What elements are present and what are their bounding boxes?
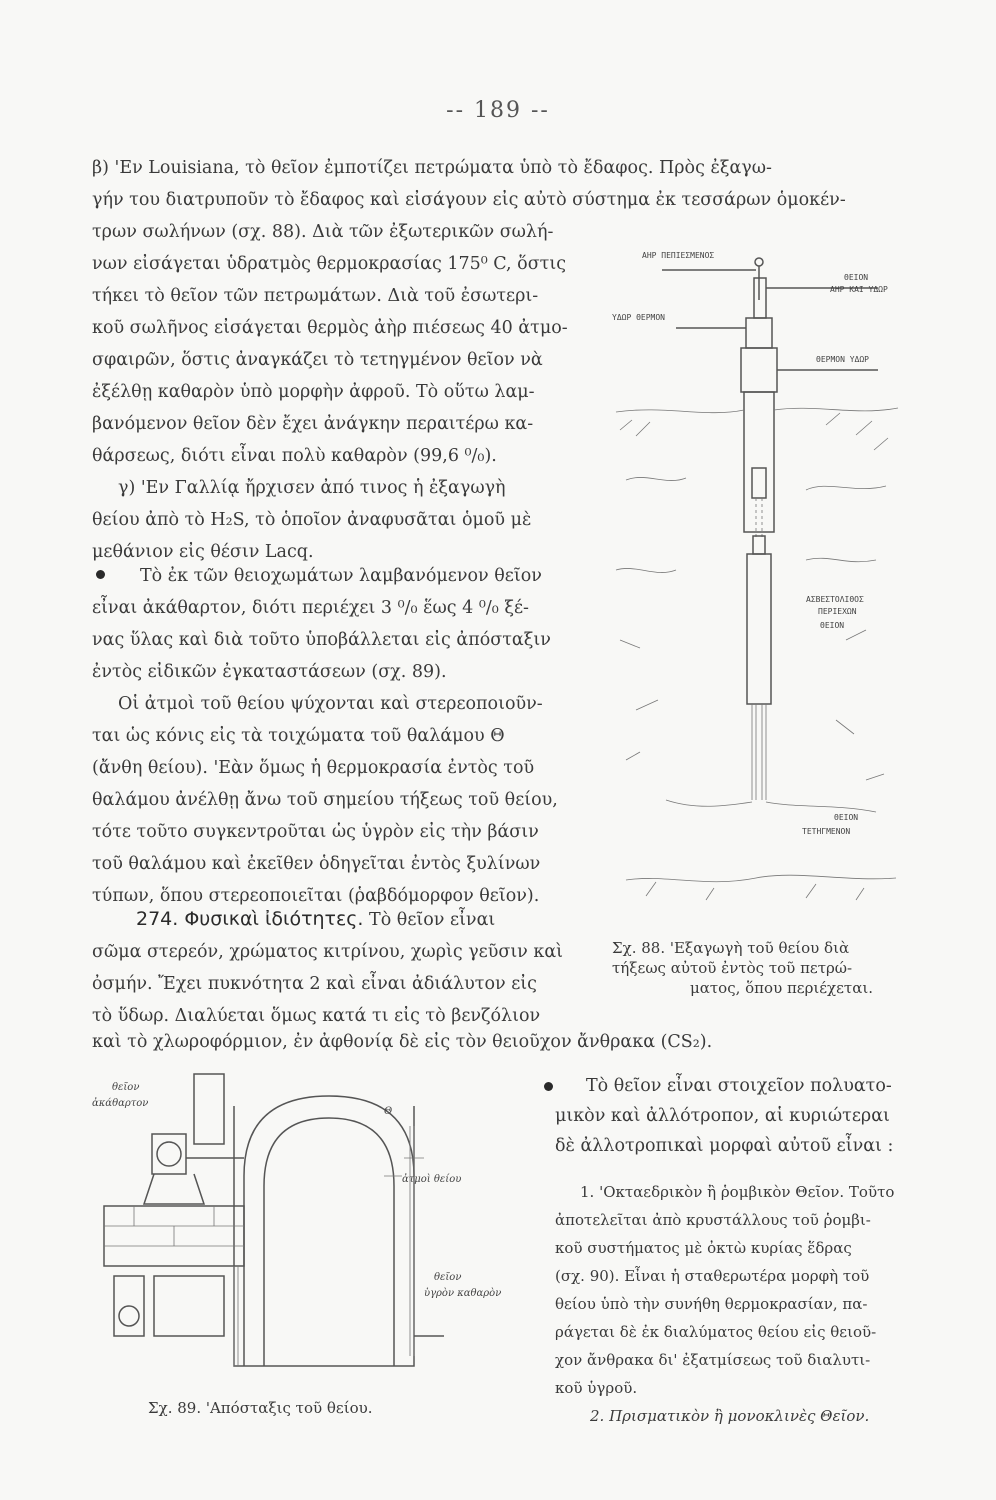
caption-line: Σχ. 88. 'Εξαγωγὴ τοῦ θείου διὰ bbox=[612, 939, 850, 957]
text-line: Τὸ ἐκ τῶν θειοχωμάτων λαμβανόμενον θεῖον bbox=[140, 566, 542, 586]
text-line: τήκει τὸ θεῖον τῶν πετρωμάτων. Διὰ τοῦ ἐσωτερι- bbox=[92, 286, 539, 306]
text-line: κοῦ ὑγροῦ. bbox=[555, 1379, 638, 1397]
label-pure-sulfur-1: θεῖον bbox=[434, 1272, 462, 1283]
text-line: κοῦ συστήματος μὲ ὀκτὼ κυρίας ἕδρας bbox=[555, 1239, 852, 1257]
figure-89-caption: Σχ. 89. 'Απόσταξις τοῦ θείου. bbox=[148, 1399, 373, 1417]
label-sulfur: ΘΕΙΟΝ bbox=[844, 273, 869, 282]
text-line: γ) 'Εν Γαλλίᾳ ἤρχισεν ἀπό τινος ἡ ἐξαγωγὴ bbox=[118, 478, 506, 498]
label-molten-sulfur: ΘΕΙΟΝ bbox=[834, 813, 859, 822]
text-line: β) 'Εν Louisiana, τὸ θεῖον ἐμποτίζει πετρώματα ὑπὸ τὸ ἔδαφος. Πρὸς ἐξαγω- bbox=[92, 158, 772, 178]
text-line: ἀποτελεῖται ἀπὸ κρυστάλλους τοῦ ῥομβι- bbox=[555, 1211, 871, 1229]
text-line: νας ὕλας καὶ διὰ τοῦτο ὑποβάλλεται εἰς ἀπόσταξιν bbox=[92, 630, 551, 650]
label-pure-sulfur-2: ὑγρὸν καθαρὸν bbox=[424, 1288, 502, 1299]
label-air-water: ΑΗΡ ΚΑΙ ΥΔΩΡ bbox=[830, 285, 888, 294]
label-hot-water: ΘΕΡΜΟΝ ΥΔΩΡ bbox=[816, 355, 869, 364]
caption-line: ματος, ὅπου περιέχεται. bbox=[690, 979, 873, 997]
label-hot-water-in: ΥΔΩΡ ΘΕΡΜΟΝ bbox=[612, 313, 665, 322]
label-sulfur-vapors: ἀτμοὶ θείου bbox=[402, 1174, 462, 1185]
item-2: 2. Πρισματικὸν ἢ μονοκλινὲς Θεῖον. bbox=[590, 1407, 870, 1425]
text-line: Οἱ ἀτμοὶ τοῦ θείου ψύχονται καὶ στερεοποιοῦν- bbox=[118, 694, 543, 714]
text-line: θάρσεως, διότι εἶναι πολὺ καθαρὸν (99,6 ⁰/₀). bbox=[92, 446, 497, 466]
figure-89 bbox=[84, 1066, 524, 1396]
label-containing: ΠΕΡΙΕΧΩΝ bbox=[818, 607, 857, 616]
label-sulfur-impure-1: θεῖον bbox=[112, 1082, 140, 1093]
text-line: ται ὡς κόνις εἰς τὰ τοιχώματα τοῦ θαλάμου Θ bbox=[92, 726, 505, 746]
text-line: καὶ τὸ χλωροφόρμιον, ἐν ἀφθονίᾳ δὲ εἰς τὸν θειοῦχον ἄνθρακα (CS₂). bbox=[92, 1032, 713, 1052]
text-line: κοῦ σωλῆνος εἰσάγεται θερμὸς ἀὴρ πιέσεως 40 ἀτμο- bbox=[92, 318, 568, 338]
text-line: βανόμενον θεῖον δὲν ἔχει ἀνάγκην περαιτέρω κα- bbox=[92, 414, 534, 434]
text-line: Τὸ θεῖον εἶναι στοιχεῖον πολυατο- bbox=[586, 1076, 892, 1096]
label-sulfur-rock: ΘΕΙΟΝ bbox=[820, 621, 845, 630]
text-line: τότε τοῦτο συγκεντροῦται ὡς ὑγρὸν εἰς τὴν βάσιν bbox=[92, 822, 539, 842]
text-line: δὲ ἀλλοτροπικαὶ μορφαὶ αὐτοῦ εἶναι : bbox=[555, 1136, 894, 1156]
text-line: θείου ὑπὸ τὴν συνήθη θερμοκρασίαν, πα- bbox=[555, 1295, 868, 1313]
text-line: ἐντὸς εἰδικῶν ἐγκαταστάσεων (σχ. 89). bbox=[92, 662, 447, 682]
text-line: σῶμα στερεόν, χρώματος κιτρίνου, χωρὶς γεῦσιν καὶ bbox=[92, 942, 563, 962]
page-number: -- 189 -- bbox=[446, 98, 550, 123]
figure-89-drawing bbox=[84, 1066, 524, 1396]
text-line: θαλάμου ἀνέλθῃ ἄνω τοῦ σημείου τήξεως τοῦ θείου, bbox=[92, 790, 558, 810]
text-line: χον ἄνθρακα δι' ἐξατμίσεως τοῦ διαλυτι- bbox=[555, 1351, 871, 1369]
text-line: νων εἰσάγεται ὑδρατμὸς θερμοκρασίας 175⁰ C, ὅστις bbox=[92, 254, 567, 274]
text-line: (σχ. 90). Εἶναι ἡ σταθερωτέρα μορφὴ τοῦ bbox=[555, 1267, 870, 1285]
text-fragment: Τὸ θεῖον εἶναι bbox=[369, 910, 496, 930]
text-line: ἐξέλθῃ καθαρὸν ὑπὸ μορφὴν ἀφροῦ. Τὸ οὕτω λαμ- bbox=[92, 382, 535, 402]
figure-88 bbox=[606, 240, 906, 920]
text-line: ράγεται δὲ ἐκ διαλύματος θείου εἰς θειοῦ- bbox=[555, 1323, 877, 1341]
text-line: γήν του διατρυποῦν τὸ ἔδαφος καὶ εἰσάγουν εἰς αὐτὸ σύστημα ἐκ τεσσάρων ὁμοκέν- bbox=[92, 190, 846, 210]
text-line: τρων σωλήνων (σχ. 88). Διὰ τῶν ἐξωτερικῶν σωλή- bbox=[92, 222, 554, 242]
text-line: 1. 'Οκταεδρικὸν ἢ ῥομβικὸν Θεῖον. Τοῦτο bbox=[580, 1183, 895, 1201]
label-compressed-air: ΑΗΡ ΠΕΠΙΕΣΜΕΝΟΣ bbox=[642, 251, 715, 260]
text-line: θείου ἀπὸ τὸ H₂S, τὸ ὁποῖον ἀναφυσᾶται ὁμοῦ μὲ bbox=[92, 510, 532, 530]
bullet-icon bbox=[544, 1082, 553, 1091]
text-line: τὸ ὕδωρ. Διαλύεται ὅμως κατά τι εἰς τὸ βενζόλιον bbox=[92, 1006, 541, 1026]
bullet-icon bbox=[96, 570, 105, 579]
text-line: (ἄνθη θείου). 'Εὰν ὅμως ἡ θερμοκρασία ἐντὸς τοῦ bbox=[92, 758, 535, 778]
label-limestone: ΑΣΒΕΣΤΟΛΙΘΟΣ bbox=[806, 595, 864, 604]
text-line: μεθάνιον εἰς θέσιν Lacq. bbox=[92, 542, 314, 562]
text-line: μικὸν καὶ ἀλλότροπον, αἱ κυριώτεραι bbox=[555, 1106, 890, 1126]
text-line: τοῦ θαλάμου καὶ ἐκεῖθεν ὁδηγεῖται ἐντὸς ξυλίνων bbox=[92, 854, 541, 874]
text-line: εἶναι ἀκάθαρτον, διότι περιέχει 3 ⁰/₀ ἕως 4 ⁰/₀ ξέ- bbox=[92, 598, 529, 618]
text-line: σφαιρῶν, ὅστις ἀναγκάζει τὸ τετηγμένον θεῖον νὰ bbox=[92, 350, 543, 370]
section-heading-line bbox=[136, 907, 495, 932]
caption-line: τήξεως αὐτοῦ ἐντὸς τοῦ πετρώ- bbox=[612, 959, 853, 977]
section-heading: 274. Φυσικαὶ ἰδιότητες. bbox=[136, 908, 364, 930]
figure-88-drawing bbox=[606, 240, 906, 920]
label-molten: ΤΕΤΗΓΜΕΝΟΝ bbox=[802, 827, 851, 836]
text-line: ὀσμήν. Ἔχει πυκνότητα 2 καὶ εἶναι ἀδιάλυτον εἰς bbox=[92, 974, 537, 994]
label-sulfur-impure-2: ἀκάθαρτον bbox=[92, 1098, 149, 1109]
text-line: τύπων, ὅπου στερεοποιεῖται (ῥαβδόμορφον θεῖον). bbox=[92, 886, 540, 906]
label-chamber: Θ bbox=[384, 1106, 393, 1117]
